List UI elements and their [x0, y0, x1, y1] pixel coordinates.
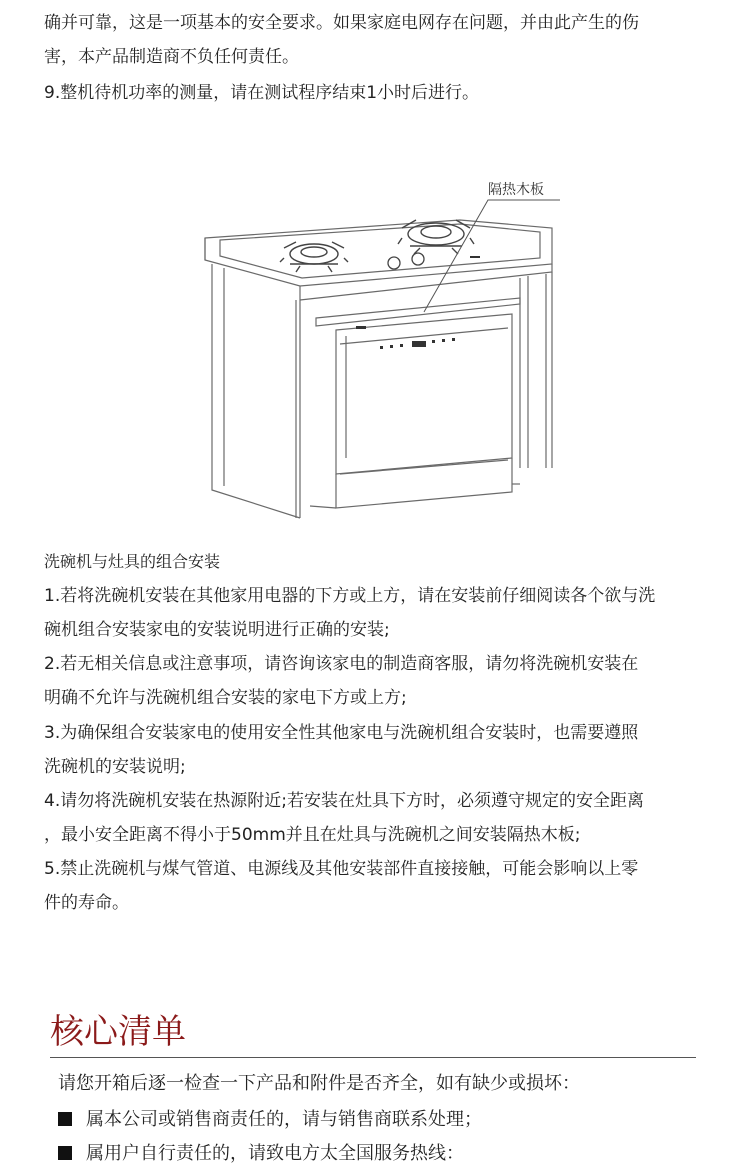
- combo-line: 1.若将洗碗机安装在其他家用电器的下方或上方，请在安装前仔细阅读各个欲与洗: [44, 586, 656, 606]
- installation-illustration: [0, 168, 750, 528]
- combo-line: 件的寿命。: [44, 893, 129, 913]
- callout-label: 隔热木板: [488, 181, 544, 197]
- combo-line: 4.请勿将洗碗机安装在热源附近;若安装在灶具下方时，必须遵守规定的安全距离: [44, 791, 644, 811]
- core-bullet-text: 属用户自行责任的，请致电方太全国服务热线：: [86, 1143, 464, 1164]
- core-list-title: 核心清单: [50, 1012, 186, 1052]
- combo-line: 5.禁止洗碗机与煤气管道、电源线及其他安装部件直接接触，可能会影响以上零: [44, 859, 639, 879]
- core-intro: 请您开箱后逐一检查一下产品和附件是否齐全，如有缺少或损坏：: [58, 1073, 580, 1094]
- combo-line: 明确不允许与洗碗机组合安装的家电下方或上方;: [44, 688, 407, 708]
- combo-line: 2.若无相关信息或注意事项，请咨询该家电的制造商客服，请勿将洗碗机安装在: [44, 654, 639, 674]
- core-bullet-1: [58, 1104, 482, 1136]
- combo-line: 3.为确保组合安装家电的使用安全性其他家电与洗碗机组合安装时，也需要遵照: [44, 723, 639, 743]
- intro-line-1: 确并可靠，这是一项基本的安全要求。如果家庭电网存在问题，并由此产生的伤: [44, 13, 639, 33]
- intro-line-3: 9.整机待机功率的测量，请在测试程序结束1小时后进行。: [44, 83, 480, 103]
- title-divider: [50, 1057, 696, 1058]
- bullet-square-icon: [58, 1112, 72, 1126]
- combo-line: 碗机组合安装家电的安装说明进行正确的安装;: [44, 620, 390, 640]
- bullet-square-icon: [58, 1146, 72, 1160]
- combo-heading: 洗碗机与灶具的组合安装: [44, 552, 221, 571]
- core-bullet-text: 属本公司或销售商责任的，请与销售商联系处理；: [86, 1109, 482, 1130]
- intro-line-2: 害，本产品制造商不负任何责任。: [44, 47, 299, 67]
- cooktop-dishwasher-drawing: [0, 168, 750, 528]
- combo-line: 洗碗机的安装说明;: [44, 757, 186, 777]
- core-bullet-2: [58, 1138, 464, 1170]
- combo-line: ，最小安全距离不得小于50mm并且在灶具与洗碗机之间安装隔热木板;: [44, 825, 581, 845]
